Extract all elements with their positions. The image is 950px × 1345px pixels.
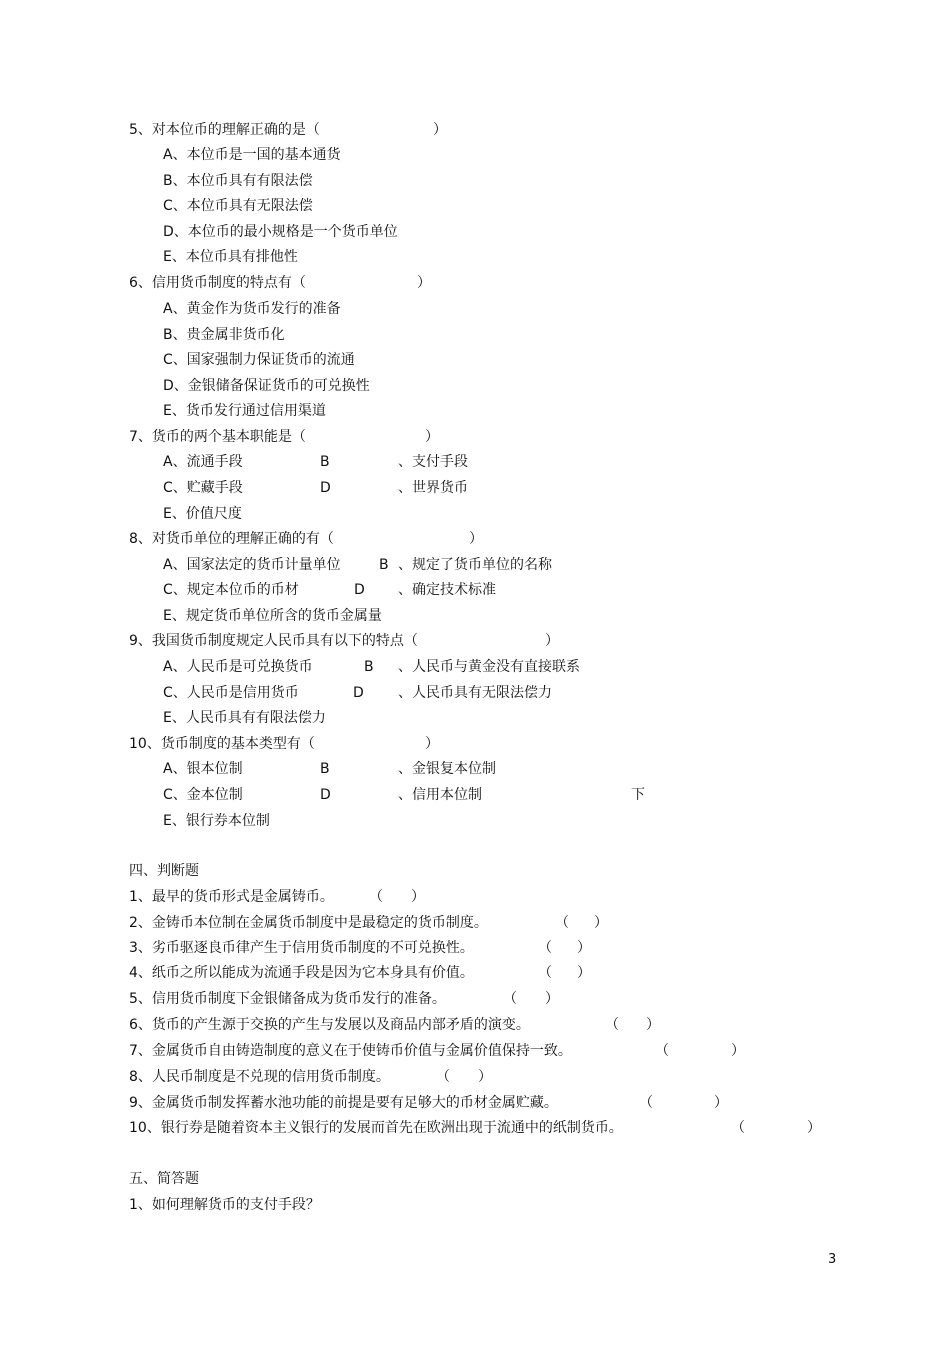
- q6-option-e: E、货币发行通过信用渠道: [163, 403, 326, 419]
- q8-option-b-letter: B: [379, 557, 389, 573]
- tf-item-6-close-paren: ）: [646, 1017, 660, 1033]
- tf-item-9-open-paren: （: [639, 1095, 653, 1111]
- tf-item-1: 1、最早的货币形式是金属铸币。: [129, 889, 334, 905]
- q6-close-paren: ）: [417, 275, 431, 291]
- q8-option-d: 、确定技术标准: [398, 582, 496, 598]
- q5-close-paren: ）: [433, 122, 447, 138]
- section5-title: 五、简答题: [129, 1171, 199, 1187]
- tf-item-5-open-paren: （: [503, 991, 517, 1007]
- tf-item-6: 6、货币的产生源于交换的产生与发展以及商品内部矛盾的演变。: [129, 1017, 530, 1033]
- tf-item-3: 3、劣币驱逐良币律产生于信用货币制度的不可兑换性。: [129, 940, 474, 956]
- q7-option-b-letter: B: [320, 454, 330, 470]
- tf-item-10-open-paren: （: [731, 1120, 745, 1136]
- tf-item-8-close-paren: ）: [478, 1069, 492, 1085]
- q9-option-b-letter: B: [364, 659, 374, 675]
- tf-item-2-open-paren: （: [555, 915, 569, 931]
- q10-option-e: E、银行券本位制: [163, 813, 270, 829]
- tf-item-4-close-paren: ）: [577, 965, 591, 981]
- q7-option-b: 、支付手段: [398, 454, 468, 470]
- q5-option-c: C、本位币具有无限法偿: [163, 198, 313, 214]
- q8-option-d-letter: D: [354, 582, 365, 598]
- q8-option-a: A、国家法定的货币计量单位: [163, 557, 341, 573]
- q9-option-e: E、人民币具有有限法偿力: [163, 710, 326, 726]
- q9-option-a: A、人民币是可兑换货币: [163, 659, 313, 675]
- tf-item-7: 7、金属货币自由铸造制度的意义在于使铸币价值与金属价值保持一致。: [129, 1043, 572, 1059]
- q7-option-e: E、价值尺度: [163, 506, 242, 522]
- page-number: 3: [828, 1252, 837, 1267]
- q7-stem: 7、货币的两个基本职能是（: [129, 429, 306, 445]
- q10-option-b-letter: B: [320, 761, 330, 777]
- tf-item-1-open-paren: （: [369, 889, 383, 905]
- q6-stem: 6、信用货币制度的特点有（: [129, 275, 306, 291]
- tf-item-5-close-paren: ）: [545, 991, 559, 1007]
- q9-close-paren: ）: [545, 633, 559, 649]
- tf-item-1-close-paren: ）: [411, 889, 425, 905]
- q9-option-d-letter: D: [353, 685, 364, 701]
- q6-option-c: C、国家强制力保证货币的流通: [163, 352, 355, 368]
- q6-option-d: D、金银储备保证货币的可兑换性: [163, 378, 370, 394]
- q7-option-c: C、贮藏手段: [163, 480, 243, 496]
- q7-close-paren: ）: [425, 429, 439, 445]
- q10-option-a: A、银本位制: [163, 761, 243, 777]
- tf-item-8: 8、人民币制度是不兑现的信用货币制度。: [129, 1069, 390, 1085]
- q9-option-b: 、人民币与黄金没有直接联系: [398, 659, 580, 675]
- q8-option-c: C、规定本位币的币材: [163, 582, 299, 598]
- q10-option-b: 、金银复本位制: [398, 761, 496, 777]
- q9-option-d: 、人民币具有无限法偿力: [398, 685, 552, 701]
- q5-option-b: B、本位币具有有限法偿: [163, 173, 313, 189]
- q10-option-d: 、信用本位制: [398, 787, 482, 803]
- tf-item-4-open-paren: （: [538, 965, 552, 981]
- section5-question-1: 1、如何理解货币的支付手段？: [129, 1197, 320, 1213]
- tf-item-10: 10、银行券是随着资本主义银行的发展而首先在欧洲出现于流通中的纸制货币。: [129, 1120, 623, 1136]
- q7-option-a: A、流通手段: [163, 454, 243, 470]
- q10-stray-char: 下: [631, 787, 645, 803]
- q5-option-e: E、本位币具有排他性: [163, 249, 298, 265]
- q8-option-b: 、规定了货币单位的名称: [398, 557, 552, 573]
- tf-item-4: 4、纸币之所以能成为流通手段是因为它本身具有价值。: [129, 965, 474, 981]
- q10-option-d-letter: D: [320, 787, 331, 803]
- tf-item-8-open-paren: （: [436, 1069, 450, 1085]
- q8-option-e: E、规定货币单位所含的货币金属量: [163, 608, 382, 624]
- q7-option-d-letter: D: [320, 480, 331, 496]
- tf-item-3-open-paren: （: [538, 940, 552, 956]
- tf-item-7-open-paren: （: [655, 1043, 669, 1059]
- q7-option-d: 、世界货币: [398, 480, 468, 496]
- q9-option-c: C、人民币是信用货币: [163, 685, 299, 701]
- tf-item-3-close-paren: ）: [577, 940, 591, 956]
- q10-option-c: C、金本位制: [163, 787, 243, 803]
- tf-item-2: 2、金铸币本位制在金属货币制度中是最稳定的货币制度。: [129, 915, 488, 931]
- tf-item-7-close-paren: ）: [731, 1043, 745, 1059]
- q6-option-a: A、黄金作为货币发行的准备: [163, 301, 341, 317]
- section4-title: 四、判断题: [129, 863, 199, 879]
- tf-item-5: 5、信用货币制度下金银储备成为货币发行的准备。: [129, 991, 446, 1007]
- q5-option-d: D、本位币的最小规格是一个货币单位: [163, 224, 398, 240]
- tf-item-2-close-paren: ）: [594, 915, 608, 931]
- q6-option-b: B、贵金属非货币化: [163, 327, 285, 343]
- q10-stem: 10、货币制度的基本类型有（: [129, 736, 315, 752]
- q10-close-paren: ）: [425, 736, 439, 752]
- tf-item-6-open-paren: （: [605, 1017, 619, 1033]
- q5-stem: 5、对本位币的理解正确的是（: [129, 122, 320, 138]
- tf-item-9-close-paren: ）: [714, 1095, 728, 1111]
- q5-option-a: A、本位币是一国的基本通货: [163, 147, 341, 163]
- q8-close-paren: ）: [469, 531, 483, 547]
- q9-stem: 9、我国货币制度规定人民币具有以下的特点（: [129, 633, 418, 649]
- q8-stem: 8、对货币单位的理解正确的有（: [129, 531, 334, 547]
- tf-item-10-close-paren: ）: [807, 1120, 821, 1136]
- tf-item-9: 9、金属货币制发挥蓄水池功能的前提是要有足够大的币材金属贮藏。: [129, 1095, 558, 1111]
